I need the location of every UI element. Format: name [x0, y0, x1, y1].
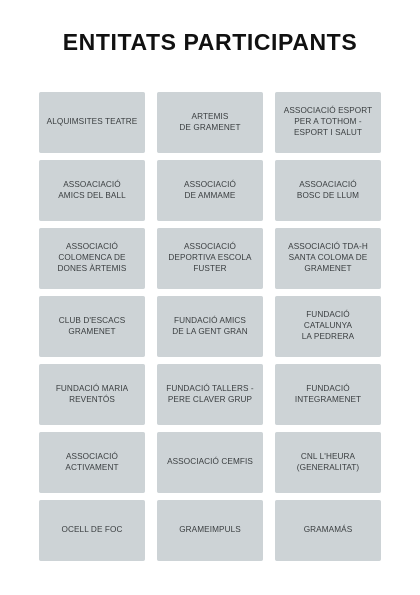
entity-label: ASSOCIACIÓ COLOMENCA DE DONES ÀRTEMIS [57, 242, 127, 273]
entity-label: ASSOCIACIÓ CEMFIS [167, 457, 253, 467]
entity-card [157, 296, 263, 357]
entity-card [39, 500, 145, 561]
entity-label: ALQUIMSITES TEATRE [46, 117, 138, 127]
entity-card [275, 500, 381, 561]
entity-card [157, 92, 263, 153]
entity-card [39, 92, 145, 153]
entity-label: GRAMAMÁS [303, 525, 353, 535]
entity-label: OCELL DE FOC [61, 525, 123, 535]
entity-card [39, 160, 145, 221]
entity-card [275, 364, 381, 425]
entity-label: FUNDACIÓ CATALUNYA LA PEDRERA [301, 310, 355, 341]
entity-label: FUNDACIÓ AMICS DE LA GENT GRAN [172, 315, 248, 336]
entity-label: CLUB D'ESCACS GRAMENET [58, 315, 126, 336]
page-title: ENTITATS PARTICIPANTS [62, 29, 358, 55]
entity-label: FUNDACIÓ INTEGRAMENET [294, 383, 362, 404]
entity-label: CNL L'HEURA (GENERALITAT) [296, 451, 360, 472]
entity-label: ARTEMIS DE GRAMENET [179, 111, 241, 132]
entity-card [39, 296, 145, 357]
entity-label: GRAMEIMPULS [179, 525, 241, 535]
entity-card [275, 92, 381, 153]
entity-card [275, 296, 381, 357]
entity-card [157, 228, 263, 289]
entity-label: ASSOACIACIÓ AMICS DEL BALL [58, 179, 126, 200]
entity-card [39, 228, 145, 289]
entity-card [39, 432, 145, 493]
entity-label: ASSOCIACIÓ ESPORT PER A TOTHOM - ESPORT I SALUT [283, 106, 373, 137]
entity-card [157, 432, 263, 493]
entity-label: ASSOACIACIÓ BOSC DE LLUM [296, 179, 360, 200]
entity-card [275, 432, 381, 493]
entity-label: FUNDACIÓ MARIA REVENTÓS [55, 383, 129, 404]
entity-card [157, 500, 263, 561]
entity-label: ASSOCIACIÓ DE AMMAME [184, 179, 236, 200]
entity-label: ASSOCIACIÓ ACTIVAMENT [65, 451, 119, 472]
entity-card [157, 364, 263, 425]
entity-card [275, 228, 381, 289]
entity-label: ASSOCIACIÓ DEPORTIVA ESCOLA FUSTER [168, 242, 252, 273]
entity-card [39, 364, 145, 425]
entities-grid [39, 92, 381, 561]
entity-label: ASSOCIACIÓ TDA-H SANTA COLOMA DE GRAMENET [288, 242, 368, 273]
entity-card [157, 160, 263, 221]
entity-label: FUNDACIÓ TALLERS - PERE CLAVER GRUP [166, 383, 254, 404]
entity-card [275, 160, 381, 221]
